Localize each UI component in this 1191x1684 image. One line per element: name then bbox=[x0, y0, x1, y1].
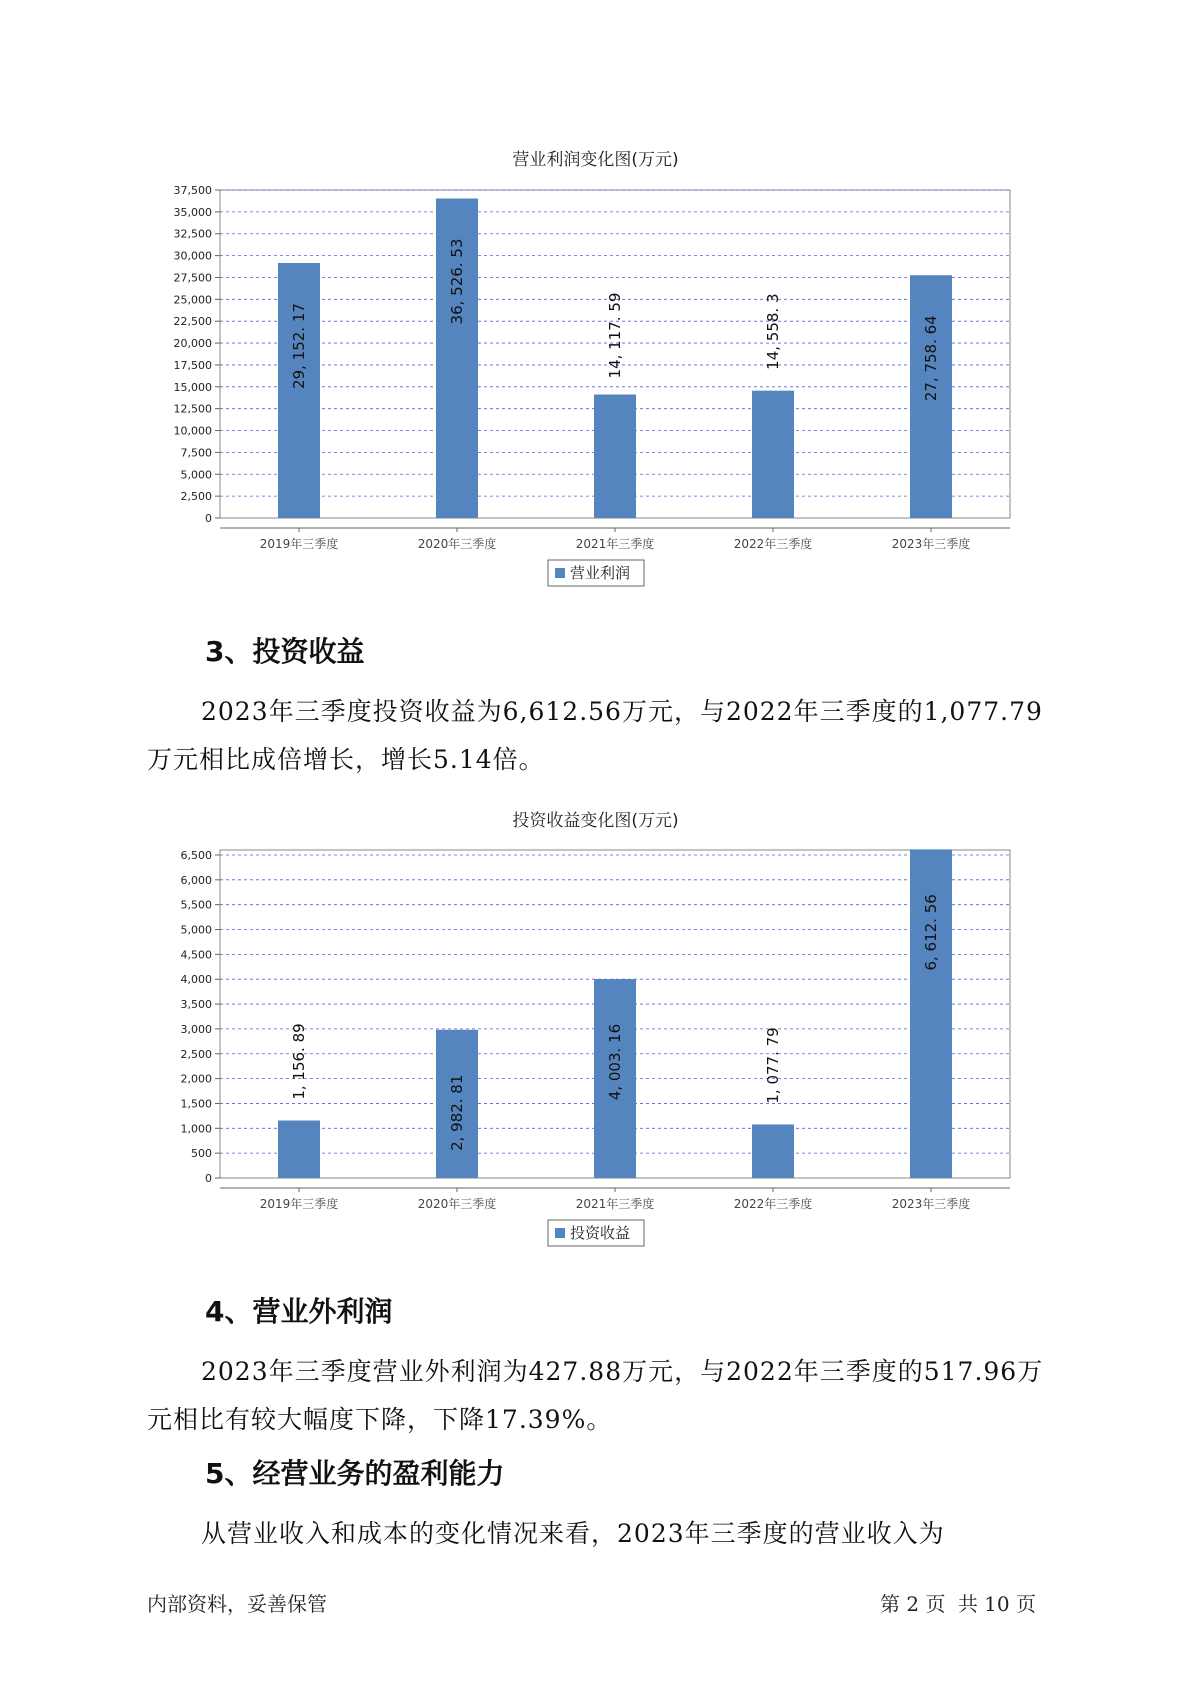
chart1-title: 营业利润变化图(万元) bbox=[512, 150, 679, 170]
y-tick-label: 5,500 bbox=[180, 898, 212, 912]
y-tick-label: 2,000 bbox=[180, 1072, 212, 1086]
y-tick-label: 35,000 bbox=[173, 205, 212, 219]
y-tick-label: 3,500 bbox=[180, 998, 212, 1012]
data-label: 14, 558. 3 bbox=[764, 293, 782, 370]
legend-swatch bbox=[555, 568, 565, 578]
x-tick-label: 2020年三季度 bbox=[417, 537, 497, 551]
y-tick-label: 1,500 bbox=[180, 1097, 212, 1111]
data-label: 27, 758. 64 bbox=[922, 315, 940, 402]
section4-heading: 4、营业外利润 bbox=[205, 1295, 393, 1328]
y-tick-label: 3,000 bbox=[180, 1022, 212, 1036]
data-label: 6, 612. 56 bbox=[922, 894, 940, 971]
x-tick-label: 2019年三季度 bbox=[259, 537, 339, 551]
section5-heading: 5、经营业务的盈利能力 bbox=[205, 1457, 505, 1490]
x-tick-label: 2021年三季度 bbox=[575, 1197, 655, 1211]
legend-swatch bbox=[555, 1228, 565, 1238]
y-tick-label: 4,500 bbox=[180, 948, 212, 962]
y-tick-label: 27,500 bbox=[173, 271, 212, 285]
x-tick-label: 2022年三季度 bbox=[733, 537, 813, 551]
data-label: 36, 526. 53 bbox=[448, 238, 466, 325]
operating-profit-chart bbox=[0, 180, 1191, 600]
y-tick-label: 5,000 bbox=[180, 468, 212, 482]
section5-text: 从营业收入和成本的变化情况来看，2023年三季度的营业收入为 bbox=[201, 1519, 945, 1548]
bar bbox=[752, 391, 794, 518]
y-tick-label: 7,500 bbox=[180, 446, 212, 460]
footer-confidential: 内部资料，妥善保管 bbox=[147, 1592, 327, 1616]
y-tick-label: 25,000 bbox=[173, 293, 212, 307]
x-tick-label: 2023年三季度 bbox=[891, 1197, 971, 1211]
y-tick-label: 4,000 bbox=[180, 973, 212, 987]
chart1 bbox=[0, 180, 1191, 600]
x-tick-label: 2023年三季度 bbox=[891, 537, 971, 551]
y-tick-label: 12,500 bbox=[173, 402, 212, 416]
bar bbox=[752, 1124, 794, 1178]
x-tick-label: 2020年三季度 bbox=[417, 1197, 497, 1211]
y-tick-label: 2,500 bbox=[180, 1047, 212, 1061]
x-tick-label: 2019年三季度 bbox=[259, 1197, 339, 1211]
y-tick-label: 15,000 bbox=[173, 380, 212, 394]
y-tick-label: 32,500 bbox=[173, 227, 212, 241]
section3-text: 2023年三季度投资收益为6,612.56万元，与2022年三季度的1,077.79万元相比成倍增长，增长5.14倍。 bbox=[147, 697, 1043, 774]
data-label: 1, 156. 89 bbox=[290, 1023, 308, 1100]
section3-heading: 3、投资收益 bbox=[205, 635, 365, 668]
y-tick-label: 17,500 bbox=[173, 358, 212, 372]
x-tick-label: 2021年三季度 bbox=[575, 537, 655, 551]
chart2-title: 投资收益变化图(万元) bbox=[512, 811, 679, 831]
y-tick-label: 1,000 bbox=[180, 1122, 212, 1136]
y-tick-label: 37,500 bbox=[173, 184, 212, 197]
bar bbox=[594, 395, 636, 518]
legend-label: 投资收益 bbox=[570, 1224, 631, 1242]
y-tick-label: 2,500 bbox=[180, 490, 212, 504]
y-tick-label: 6,000 bbox=[180, 873, 212, 887]
bar bbox=[278, 263, 320, 518]
y-tick-label: 20,000 bbox=[173, 337, 212, 351]
legend-label: 营业利润 bbox=[570, 564, 631, 582]
footer-page-number: 第 2 页 bbox=[880, 1592, 946, 1616]
data-label: 1, 077. 79 bbox=[764, 1027, 782, 1104]
data-label: 2, 982. 81 bbox=[448, 1074, 466, 1151]
y-tick-label: 6,500 bbox=[180, 848, 212, 862]
section4-text: 2023年三季度营业外利润为427.88万元，与2022年三季度的517.96万元相比有较大幅度下降，下降17.39%。 bbox=[147, 1357, 1044, 1434]
y-tick-label: 22,500 bbox=[173, 315, 212, 329]
y-tick-label: 10,000 bbox=[173, 424, 212, 438]
y-tick-label: 0 bbox=[205, 1172, 212, 1185]
data-label: 4, 003. 16 bbox=[606, 1023, 624, 1101]
y-tick-label: 5,000 bbox=[180, 923, 212, 937]
footer-page-info bbox=[880, 1588, 1042, 1617]
y-tick-label: 500 bbox=[191, 1147, 212, 1161]
data-label: 29, 152. 17 bbox=[290, 303, 308, 389]
footer-page-total: 共 10 页 bbox=[957, 1592, 1036, 1616]
bar bbox=[278, 1121, 320, 1178]
y-tick-label: 30,000 bbox=[173, 249, 212, 263]
data-label: 14, 117. 59 bbox=[606, 292, 624, 379]
x-tick-label: 2022年三季度 bbox=[733, 1197, 813, 1211]
investment-income-chart bbox=[0, 840, 1191, 1260]
chart2 bbox=[0, 840, 1191, 1260]
y-tick-label: 0 bbox=[205, 512, 212, 525]
